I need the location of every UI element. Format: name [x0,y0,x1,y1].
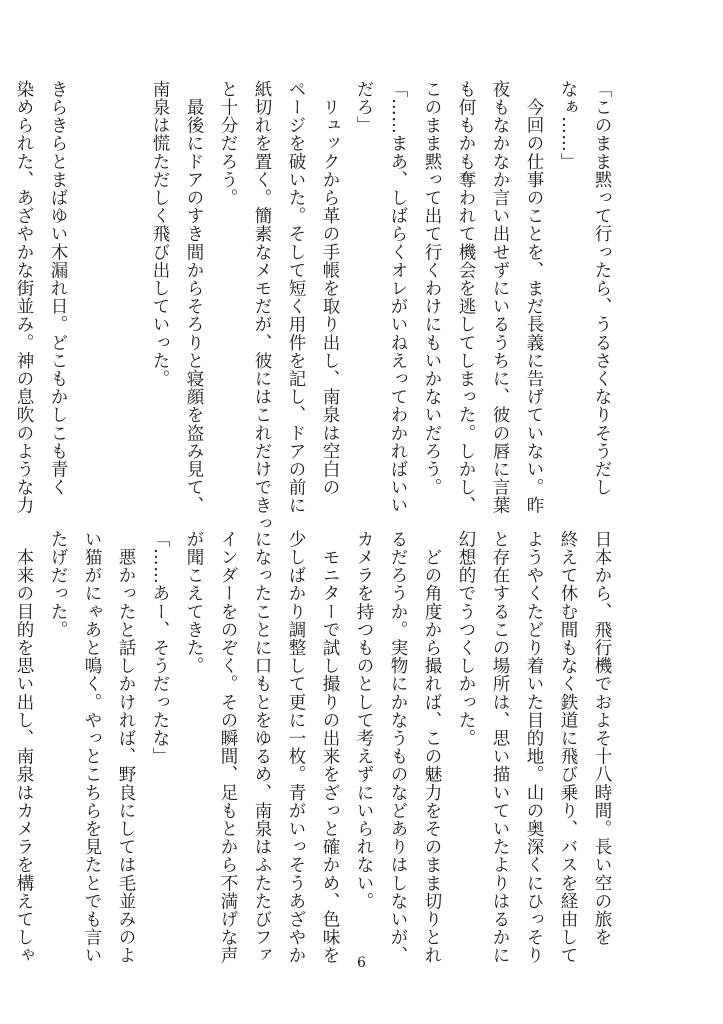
text-line: 紙切れを置く。簡素なメモだが、彼にはこれだけできっ [252,80,272,533]
text-line: ページを破いた。そして短く用件を記し、ドアの前に [286,80,306,515]
page-number: 6 [357,955,366,971]
text-line: るだろうか。実物にかなうものなどありはしないが、 [388,530,408,965]
text-line: きらきらとまばゆい木漏れ日。どこもかしこも青く [48,80,68,497]
blank-line [75,80,109,514]
text-line: い猫がにゃあと鳴く。やっとこちらを見たとでも言い [82,530,102,965]
text-line: 最後にドアのすき間からそろりと寝顔を盗み見て、 [184,80,204,515]
text-line: 夜もなかなか言い出せずにいるうちに、彼の唇に言葉 [490,80,510,515]
text-line: 悪かったと話しかければ、野良にしては毛並みのよ [116,530,136,965]
text-line: と十分だろう。 [218,80,238,207]
text-line: たげだった。 [48,530,68,639]
text-line: このまま黙って出て行くわけにもいかないだろう。 [422,80,442,497]
text-line: 少しばかり調整して更に一枚。青がいっそうあざやか [286,530,306,965]
text-line: ようやくたどり着いた目的地。山の奥深くにひっそり [524,530,544,965]
lower-text-block [14,530,619,965]
text-line: インダーをのぞく。その瞬間、足もとから不満げな声 [218,530,238,965]
text-line: なぁ……」 [558,80,578,171]
text-line: モニターで試し撮りの出来をざっと確かめ、色味を [320,530,340,965]
text-line: 「このまま黙って行ったら、うるさくなりそうだし [592,80,612,497]
text-line: カメラを持つものとして考えずにいられない。 [354,530,374,911]
text-line: だろ」 [354,80,374,135]
text-line: も何もかも奪われて機会を逃してしまった。しかし、 [456,80,476,515]
text-line: 「……あー、そうだったな」 [150,530,170,766]
text-line: 終えて休む間もなく鉄道に飛び乗り、バスを経由して [558,530,578,965]
text-line: 「……まあ、しばらくオレがいねえってわかればいい [388,80,408,515]
text-line: が聞こえてきた。 [184,530,204,675]
upper-text-block [14,80,619,533]
text-line: 南泉は慌ただしく飛び出していった。 [150,80,170,388]
blank-line [109,80,143,514]
text-line: 日本から、飛行機でおよそ十八時間。長い空の旅を [592,530,612,947]
text-line [0,530,7,958]
text-line: 幻想的でうつくしかった。 [456,530,476,748]
text-line: どの角度から撮れば、この魅力をそのまま切りとれ [422,530,442,965]
text-line: 染められた、あざやかな街並み。神の息吹のような力 [14,80,34,515]
text-line: リュックから革の手帳を取り出し、南泉は空白の [320,80,340,497]
text-line: 本来の目的を思い出し、南泉はカメラを構えてしゃ [14,530,34,965]
text-line: 今回の仕事のことを、まだ長義に告げていない。昨 [524,80,544,515]
text-line: になったことに口もとをゆるめ、南泉はふたたびファ [252,530,272,965]
text-line: と存在するこの場所は、思い描いていたよりはるかに [490,530,510,965]
text-line [0,80,7,514]
